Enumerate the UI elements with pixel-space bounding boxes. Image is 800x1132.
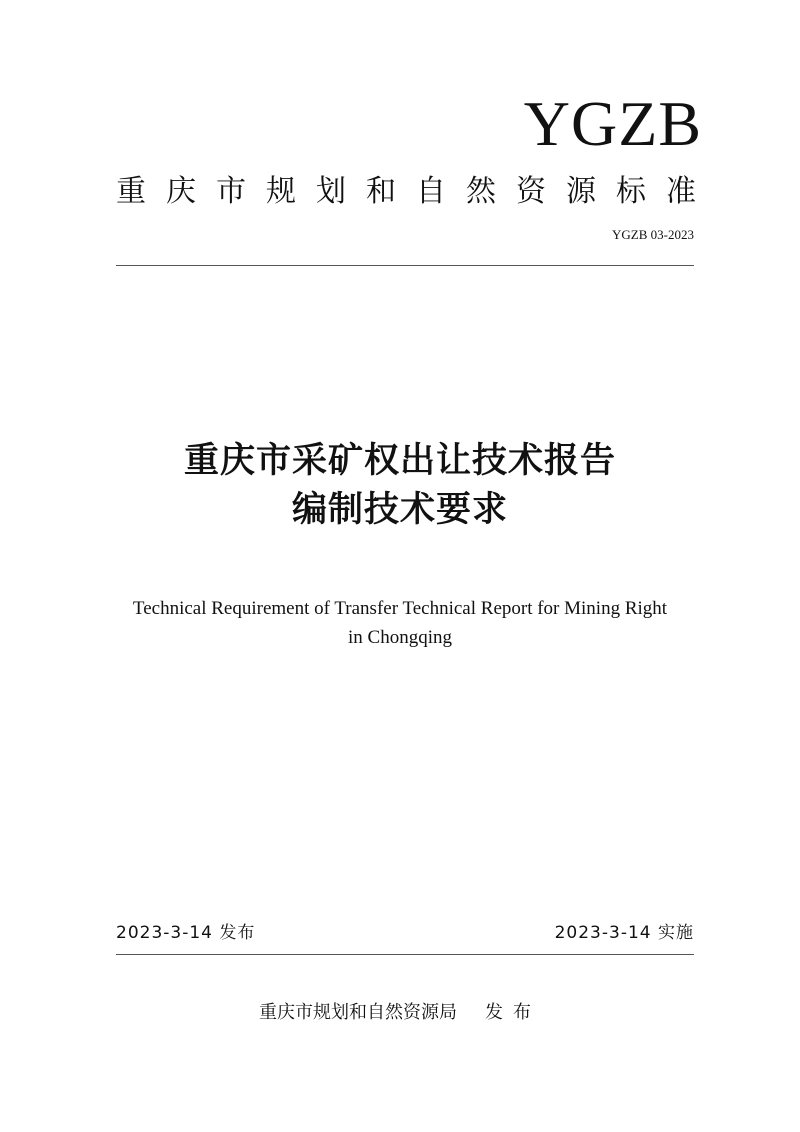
- top-divider: [116, 265, 694, 266]
- standard-number: YGZB 03-2023: [612, 227, 694, 242]
- publish-action: 发布: [485, 1002, 541, 1023]
- title-chinese-line1: 重庆市采矿权出让技术报告: [183, 440, 616, 481]
- standard-category: 重庆市规划和自然资源标准: [116, 174, 696, 209]
- standard-code-logo: YGZB: [523, 88, 702, 159]
- bottom-divider: [116, 954, 694, 955]
- publisher-line: [0, 1000, 800, 1026]
- publisher-name: 重庆市规划和自然资源局: [259, 1002, 457, 1023]
- title-english-line1: Technical Requirement of Transfer Technical Report for Mining Right: [132, 598, 668, 619]
- implementation-date: 2023-3-14 实施: [554, 923, 694, 943]
- issue-date: 2023-3-14 发布: [116, 923, 256, 943]
- title-english-line2: in Chongqing: [348, 627, 452, 648]
- title-chinese-line2: 编制技术要求: [291, 489, 508, 530]
